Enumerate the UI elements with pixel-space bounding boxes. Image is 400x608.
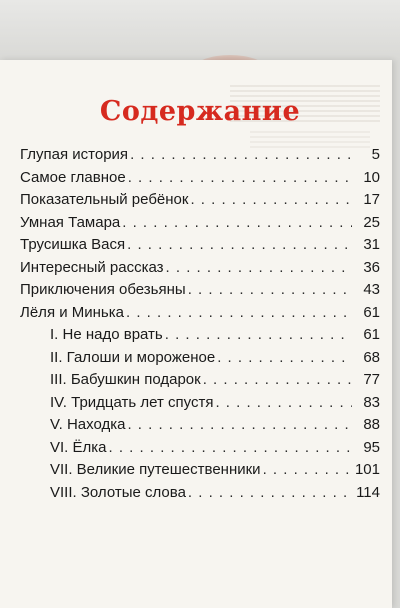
dot-leader [122, 214, 352, 231]
toc-page-number: 17 [363, 191, 380, 208]
toc-entry-title: VII. Великие путешественники [50, 461, 261, 478]
toc-entry [20, 146, 380, 169]
dot-leader [127, 416, 352, 433]
dot-leader [217, 349, 352, 366]
toc-entry [20, 259, 380, 282]
toc-entry-title: Умная Тамара [20, 213, 121, 231]
toc-entry [20, 349, 380, 372]
toc-entry-title: Трусишка Вася [20, 236, 126, 253]
toc-page-number: 101 [354, 461, 380, 478]
dot-leader [128, 169, 352, 186]
toc-entry-title: Лёля и Минька [20, 303, 124, 321]
dot-leader [109, 439, 352, 456]
dot-leader [263, 461, 352, 478]
dot-leader [188, 281, 352, 298]
dot-leader [127, 236, 352, 253]
toc-entry-title: Самое главное [20, 168, 126, 186]
page-title: Содержание [99, 96, 301, 127]
toc-entry-title: III. Бабушкин подарок [50, 371, 201, 388]
dot-leader [215, 394, 352, 411]
toc-page-number: 31 [363, 236, 380, 253]
page-top-edge [0, 0, 400, 60]
toc-page-number: 61 [363, 326, 380, 343]
toc-entry-title: Приключения обезьяны [20, 281, 186, 298]
toc-page-number: 25 [363, 213, 380, 231]
toc-entry-title: V. Находка [50, 416, 126, 433]
toc-page-number: 10 [363, 168, 380, 186]
dot-leader [188, 484, 352, 501]
dot-leader [190, 191, 352, 208]
toc-entry-title: VI. Ёлка [50, 438, 107, 456]
dot-leader [165, 326, 352, 343]
dot-leader [126, 304, 352, 321]
toc-page-number: 36 [363, 258, 380, 276]
dot-leader [166, 259, 352, 276]
table-of-contents [20, 146, 380, 506]
toc-entry [20, 484, 380, 507]
toc-entry-title: II. Галоши и мороженое [50, 348, 216, 366]
toc-page-number: 114 [356, 483, 380, 501]
toc-entry [20, 461, 380, 484]
toc-page-number: 68 [363, 348, 380, 366]
toc-entry [20, 304, 380, 327]
toc-page-number: 61 [363, 303, 380, 321]
toc-entry [20, 371, 380, 394]
toc-entry-title: Интересный рассказ [20, 258, 164, 276]
toc-entry-title: Показательный ребёнок [20, 191, 189, 208]
toc-entry [20, 191, 380, 214]
toc-entry [20, 236, 380, 259]
toc-entry [20, 326, 380, 349]
toc-page-number: 83 [363, 393, 380, 411]
toc-entry [20, 169, 380, 192]
show-through-text [250, 128, 370, 148]
toc-entry [20, 416, 380, 439]
toc-page-number: 43 [363, 281, 380, 298]
toc-page-number: 88 [363, 416, 380, 433]
toc-entry-title: Глупая история [20, 146, 129, 163]
toc-entry-title: IV. Тридцать лет спустя [50, 393, 214, 411]
toc-entry [20, 394, 380, 417]
toc-entry [20, 214, 380, 237]
toc-page-number: 95 [363, 438, 380, 456]
dot-leader [203, 371, 352, 388]
toc-entry [20, 439, 380, 462]
dot-leader [130, 146, 352, 163]
toc-entry [20, 281, 380, 304]
toc-page-number: 5 [371, 146, 380, 163]
toc-entry-title: I. Не надо врать [50, 326, 163, 343]
toc-page-number: 77 [363, 371, 380, 388]
toc-entry-title: VIII. Золотые слова [50, 483, 186, 501]
